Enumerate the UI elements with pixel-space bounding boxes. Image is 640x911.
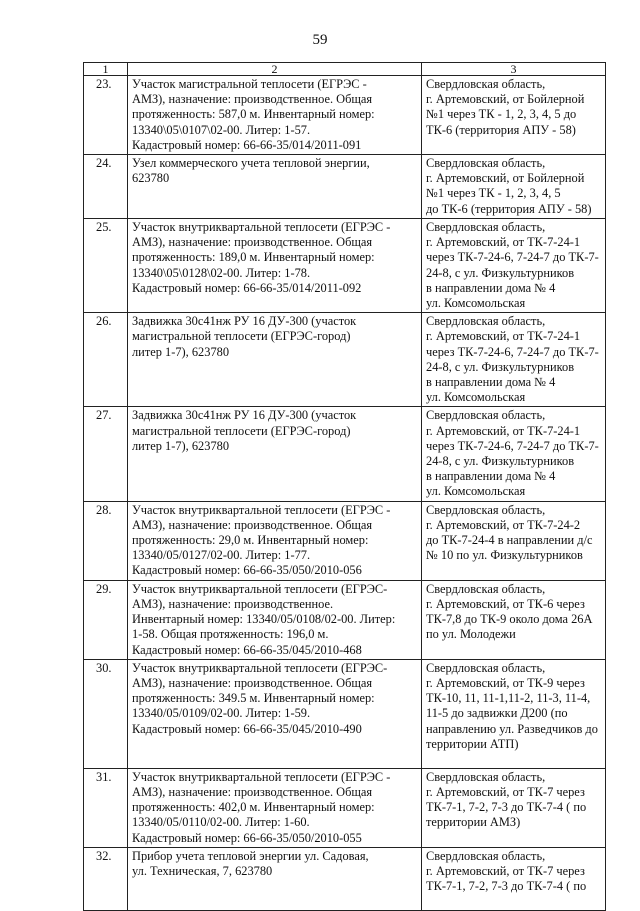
table-row (84, 76, 606, 155)
row-number: 31. (84, 768, 128, 847)
object-location: Свердловская область, г. Артемовский, от ТК-7 через ТК-7-1, 7-2, 7-3 до ТК-7-4 ( по (422, 847, 606, 910)
object-location: Свердловская область, г. Артемовский, от ТК-7 через ТК-7-1, 7-2, 7-3 до ТК-7-4 ( по территории АМЗ) (422, 768, 606, 847)
object-description: Прибор учета тепловой энергии ул. Садовая, ул. Техническая, 7, 623780 (128, 847, 422, 910)
header-col-1: 1 (84, 63, 128, 76)
row-number: 27. (84, 407, 128, 501)
table-row (84, 768, 606, 847)
row-number: 25. (84, 219, 128, 313)
object-description: Участок внутриквартальной теплосети (ЕГРЭС - АМЗ), назначение: производственное. Общая протяженность: 189,0 м. Инвентарный номер: 13340\05\0128\02-00. Литер: 1-78. Кадастровый номер: 66-66-35/014/2011-092 (128, 219, 422, 313)
object-description: Узел коммерческого учета тепловой энергии, 623780 (128, 155, 422, 219)
table-header-row (84, 63, 606, 76)
object-description: Участок магистральной теплосети (ЕГРЭС - АМЗ), назначение: производственное. Общая протяженность: 587,0 м. Инвентарный номер: 13340\05\0107\02-00. Литер: 1-57. Кадастровый номер: 66-66-35/014/2011-091 (128, 76, 422, 155)
header-col-2: 2 (128, 63, 422, 76)
table-row (84, 501, 606, 580)
table-row (84, 580, 606, 659)
table-row (84, 155, 606, 219)
page-number: 59 (312, 32, 328, 48)
header-col-3: 3 (422, 63, 606, 76)
object-location: Свердловская область, г. Артемовский, от ТК-7-24-2 до ТК-7-24-4 в направлении д/с № 10 по ул. Физкультурников (422, 501, 606, 580)
row-number: 32. (84, 847, 128, 910)
table-row (84, 313, 606, 407)
object-location: Свердловская область, г. Артемовский, от ТК-7-24-1 через ТК-7-24-6, 7-24-7 до ТК-7- 24-8, с ул. Физкультурников в направлении дома № 4 ул. Комсомольская (422, 313, 606, 407)
object-description: Задвижка 30с41нж РУ 16 ДУ-300 (участок магистральной теплосети (ЕГРЭС-город) литер 1-7), 623780 (128, 313, 422, 407)
object-location: Свердловская область, г. Артемовский, от ТК-6 через ТК-7,8 до ТК-9 около дома 26А по ул. Молодежи (422, 580, 606, 659)
object-description: Участок внутриквартальной теплосети (ЕГРЭС- АМЗ), назначение: производственное. Общая протяженность: 349.5 м. Инвентарный номер: 13340/05/0109/02-00. Литер: 1-59. Кадастровый номер: 66-66-35/045/2010-490 (128, 659, 422, 768)
row-number: 30. (84, 659, 128, 768)
row-number: 26. (84, 313, 128, 407)
object-location: Свердловская область, г. Артемовский, от ТК-7-24-1 через ТК-7-24-6, 7-24-7 до ТК-7- 24-8, с ул. Физкультурников в направлении дома № 4 ул. Комсомольская (422, 219, 606, 313)
object-description: Участок внутриквартальной теплосети (ЕГРЭС - АМЗ), назначение: производственное. Общая протяженность: 402,0 м. Инвентарный номер: 13340/05/0110/02-00. Литер: 1-60. Кадастровый номер: 66-66-35/050/2010-055 (128, 768, 422, 847)
table-row (84, 659, 606, 768)
object-location: Свердловская область, г. Артемовский, от Бойлерной №1 через ТК - 1, 2, 3, 4, 5 до ТК-6 (территория АПУ - 58) (422, 76, 606, 155)
object-location: Свердловская область, г. Артемовский, от Бойлерной №1 через ТК - 1, 2, 3, 4, 5 до ТК-6 (территория АПУ - 58) (422, 155, 606, 219)
object-description: Участок внутриквартальной теплосети (ЕГРЭС - АМЗ), назначение: производственное. Общая протяженность: 29,0 м. Инвентарный номер: 13340/05/0127/02-00. Литер: 1-77. Кадастровый номер: 66-66-35/050/2010-056 (128, 501, 422, 580)
row-number: 23. (84, 76, 128, 155)
row-number: 28. (84, 501, 128, 580)
object-description: Задвижка 30с41нж РУ 16 ДУ-300 (участок магистральной теплосети (ЕГРЭС-город) литер 1-7), 623780 (128, 407, 422, 501)
object-location: Свердловская область, г. Артемовский, от ТК-7-24-1 через ТК-7-24-6, 7-24-7 до ТК-7- 24-8, с ул. Физкультурников в направлении дома № 4 ул. Комсомольская (422, 407, 606, 501)
object-location: Свердловская область, г. Артемовский, от ТК-9 через ТК-10, 11, 11-1,11-2, 11-3, 11-4, 11-5 до задвижки Д200 (по направлению ул. Разведчиков до территории АТП) (422, 659, 606, 768)
object-description: Участок внутриквартальной теплосети (ЕГРЭС- АМЗ), назначение: производственное. Инвентарный номер: 13340/05/0108/02-00. Литер: 1-58. Общая протяженность: 196,0 м. Кадастровый номер: 66-66-35/045/2010-468 (128, 580, 422, 659)
row-number: 24. (84, 155, 128, 219)
table-row (84, 219, 606, 313)
row-number: 29. (84, 580, 128, 659)
property-table (83, 62, 606, 911)
table-row (84, 847, 606, 910)
table-row (84, 407, 606, 501)
